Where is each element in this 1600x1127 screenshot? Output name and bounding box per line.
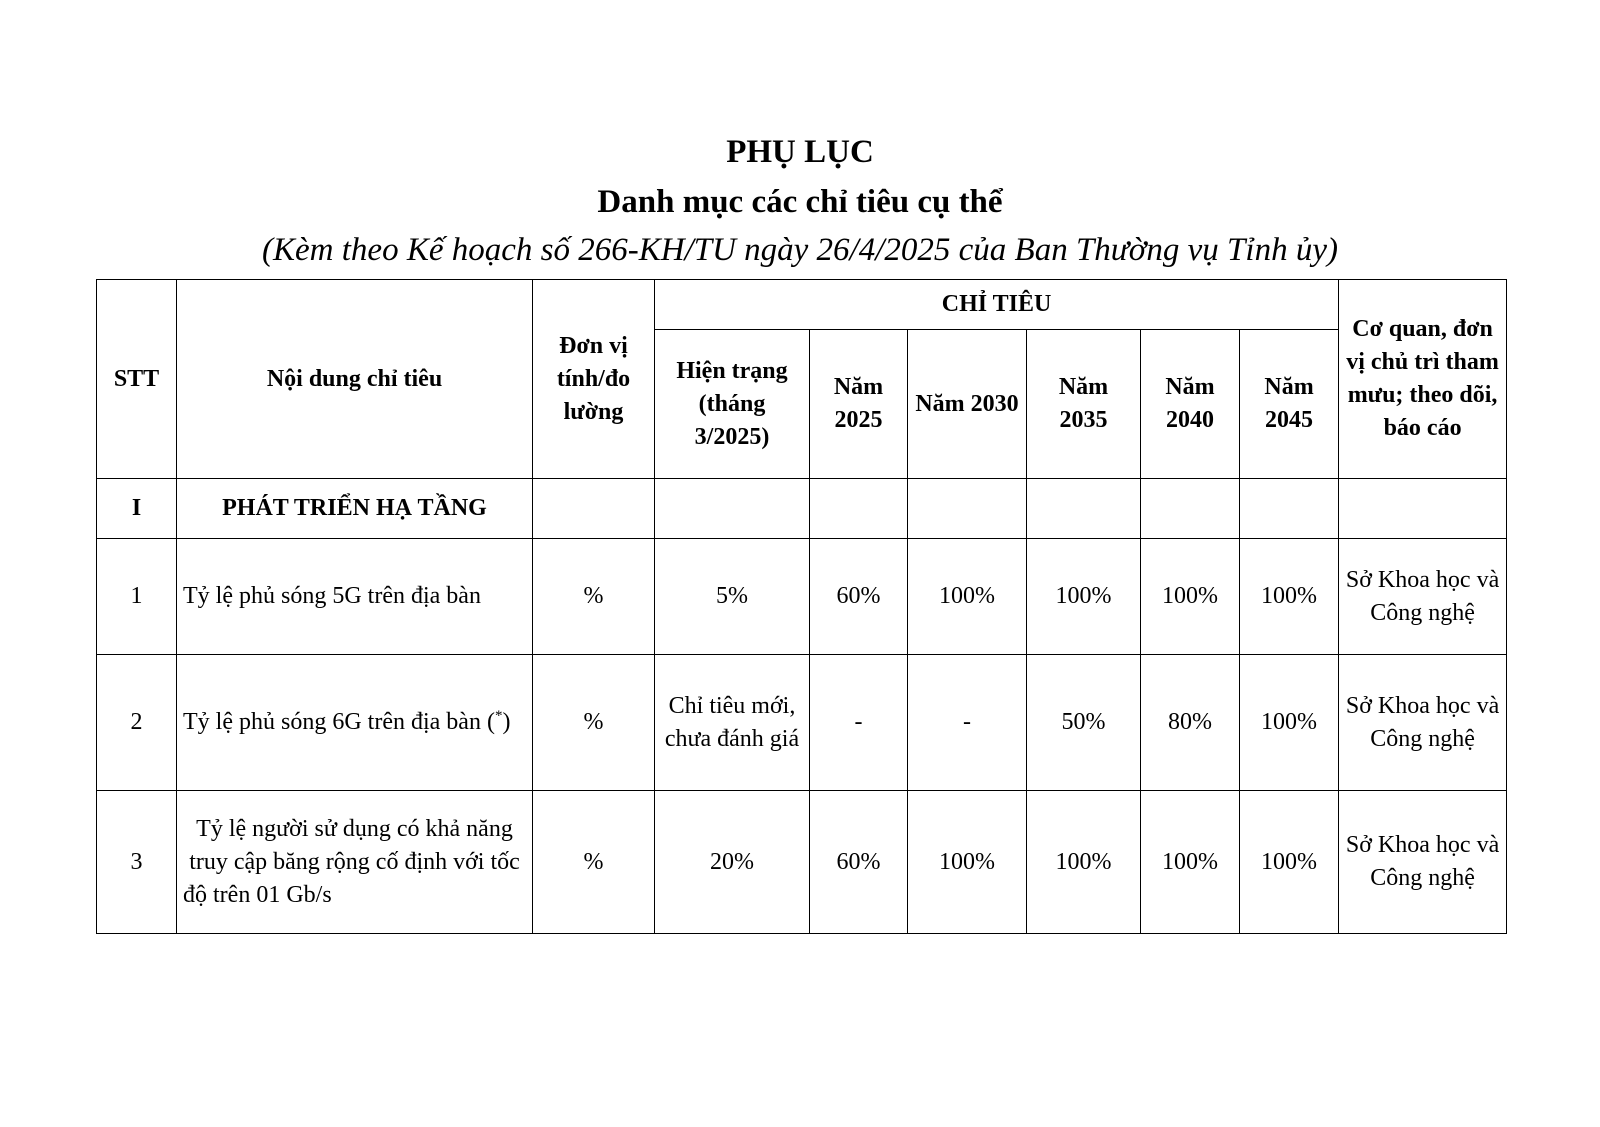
header-indicators: CHỈ TIÊU <box>655 280 1339 330</box>
row-stt: 1 <box>97 539 177 655</box>
row-2045: 100% <box>1240 655 1339 791</box>
row-unit: % <box>533 539 655 655</box>
footnote-mark: * <box>494 708 503 724</box>
header-agency: Cơ quan, đơn vị chủ trì tham mưu; theo dõi, báo cáo <box>1339 280 1507 479</box>
row-unit: % <box>533 791 655 934</box>
table-header-row <box>97 280 1507 330</box>
row-current: 20% <box>655 791 810 934</box>
row-2040: 80% <box>1141 655 1240 791</box>
row-2040: 100% <box>1141 791 1240 934</box>
table-row <box>97 791 1507 934</box>
indicators-table <box>96 279 1507 934</box>
appendix-subtitle: Danh mục các chỉ tiêu cụ thể <box>597 184 1003 220</box>
row-2035: 100% <box>1027 539 1141 655</box>
row-agency: Sở Khoa học và Công nghệ <box>1339 655 1507 791</box>
row-2035: 100% <box>1027 791 1141 934</box>
header-year-2040: Năm 2040 <box>1141 330 1240 479</box>
row-stt: 2 <box>97 655 177 791</box>
row-current: Chỉ tiêu mới, chưa đánh giá <box>655 655 810 791</box>
row-current: 5% <box>655 539 810 655</box>
appendix-title: PHỤ LỤC <box>726 134 874 170</box>
row-2035: 50% <box>1027 655 1141 791</box>
row-content: Tỷ lệ người sử dụng có khả năng truy cập băng rộng cố định với tốc độ trên 01 Gb/s <box>177 791 533 934</box>
section-row <box>97 479 1507 539</box>
row-2045: 100% <box>1240 791 1339 934</box>
appendix-note: (Kèm theo Kế hoạch số 266-KH/TU ngày 26/4/2025 của Ban Thường vụ Tỉnh ủy) <box>262 232 1338 268</box>
row-agency: Sở Khoa học và Công nghệ <box>1339 791 1507 934</box>
row-2040: 100% <box>1141 539 1240 655</box>
header-stt: STT <box>97 280 177 479</box>
table-row <box>97 539 1507 655</box>
header-year-2030: Năm 2030 <box>908 330 1027 479</box>
row-2025: 60% <box>810 539 908 655</box>
row-agency: Sở Khoa học và Công nghệ <box>1339 539 1507 655</box>
header-year-2025: Năm 2025 <box>810 330 908 479</box>
header-year-2045: Năm 2045 <box>1240 330 1339 479</box>
row-2025: 60% <box>810 791 908 934</box>
section-number: I <box>97 479 177 539</box>
row-2030: 100% <box>908 791 1027 934</box>
row-content <box>177 655 533 791</box>
row-2030: - <box>908 655 1027 791</box>
header-year-2035: Năm 2035 <box>1027 330 1141 479</box>
row-2030: 100% <box>908 539 1027 655</box>
table-row <box>97 655 1507 791</box>
header-unit: Đơn vị tính/đo lường <box>533 280 655 479</box>
row-content-text: Tỷ lệ phủ sóng 6G trên địa bàn ( <box>183 709 495 735</box>
section-title: PHÁT TRIỂN HẠ TẦNG <box>177 479 533 539</box>
row-unit: % <box>533 655 655 791</box>
row-2025: - <box>810 655 908 791</box>
row-content-end: ) <box>502 709 511 735</box>
row-content: Tỷ lệ phủ sóng 5G trên địa bàn <box>177 539 533 655</box>
header-current: Hiện trạng (tháng 3/2025) <box>655 330 810 479</box>
row-stt: 3 <box>97 791 177 934</box>
header-content: Nội dung chỉ tiêu <box>177 280 533 479</box>
row-2045: 100% <box>1240 539 1339 655</box>
